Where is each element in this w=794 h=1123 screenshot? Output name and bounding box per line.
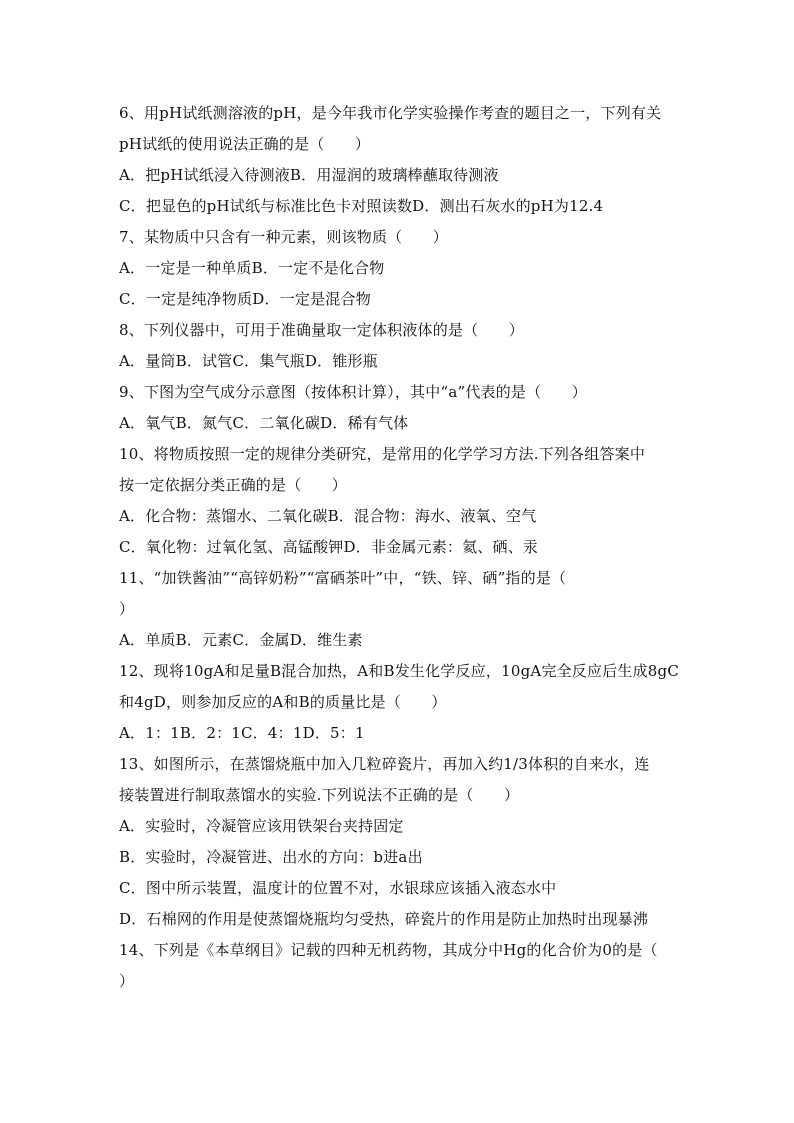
text-line: ）	[119, 600, 135, 618]
text-line: 14、下列是《本草纲目》记载的四种无机药物，其成分中Hg的化合价为0的是（	[119, 941, 658, 959]
text-line: C．把显色的pH试纸与标准比色卡对照读数D．测出石灰水的pH为12.4	[119, 197, 604, 215]
text-line: 9、下图为空气成分示意图（按体积计算），其中“a”代表的是（ ）	[119, 383, 587, 401]
text-line: 13、如图所示，在蒸馏烧瓶中加入几粒碎瓷片，再加入约1/3体积的自来水，连	[119, 755, 650, 773]
text-line: pH试纸的使用说法正确的是（ ）	[119, 135, 371, 153]
text-line: A．化合物：蒸馏水、二氧化碳B．混合物：海水、液氧、空气	[119, 507, 537, 525]
text-line: 12、现将10gA和足量B混合加热，A和B发生化学反应，10gA完全反应后生成8gC	[119, 662, 680, 680]
text-line: A．量筒B．试管C．集气瓶D．锥形瓶	[119, 352, 378, 370]
text-line: A．单质B．元素C．金属D．维生素	[119, 631, 363, 649]
text-line: A．1：1B．2：1C．4：1D．5：1	[119, 724, 365, 742]
text-line: C．图中所示装置，温度计的位置不对，水银球应该插入液态水中	[119, 879, 557, 897]
text-line: 11、“加铁酱油”“高锌奶粉”“富硒茶叶”中，“铁、锌、硒”指的是（	[119, 569, 567, 587]
text-line: 接装置进行制取蒸馏水的实验.下列说法不正确的是（ ）	[119, 786, 520, 804]
text-line: 8、下列仪器中，可用于准确量取一定体积液体的是（ ）	[119, 321, 524, 339]
text-line: A．把pH试纸浸入待测液B．用湿润的玻璃棒蘸取待测液	[119, 166, 499, 184]
text-line: A．实验时，冷凝管应该用铁架台夹持固定	[119, 817, 404, 835]
text-line: 和4gD，则参加反应的A和B的质量比是（ ）	[119, 693, 447, 711]
text-line: C．一定是纯净物质D．一定是混合物	[119, 290, 371, 308]
text-line: B．实验时，冷凝管进、出水的方向：b进a出	[119, 848, 423, 866]
text-line: 6、用pH试纸测溶液的pH，是今年我市化学实验操作考查的题目之一，下列有关	[119, 104, 662, 122]
text-line: ）	[119, 972, 135, 990]
text-line: 按一定依据分类正确的是（ ）	[119, 476, 348, 494]
text-line: 7、某物质中只含有一种元素，则该物质（ ）	[119, 228, 448, 246]
text-line: C．氧化物：过氧化氢、高锰酸钾D．非金属元素：氦、硒、汞	[119, 538, 539, 556]
text-line: D．石棉网的作用是使蒸馏烧瓶均匀受热，碎瓷片的作用是防止加热时出现暴沸	[119, 910, 649, 928]
text-line: 10、将物质按照一定的规律分类研究，是常用的化学学习方法.下列各组答案中	[119, 445, 646, 463]
text-line: A．一定是一种单质B．一定不是化合物	[119, 259, 385, 277]
text-line: A．氧气B．氮气C．二氧化碳D．稀有气体	[119, 414, 409, 432]
